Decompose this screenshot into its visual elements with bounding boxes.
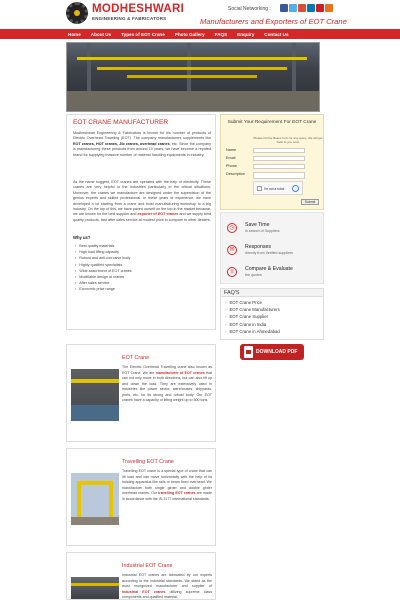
nav-contact-us[interactable]: Contact Us <box>264 31 289 37</box>
faq-link[interactable]: › EOT Crane in Ahmedabad <box>225 328 280 335</box>
card-description: Travelling EOT crane is a special type of crane that can lift load and can move horizontally with the help of its hoisting apparatus like rails or beam fixed overhead. We manufacture both single girder and double girder overhead cranes. Our travelling EOT cranes are made in accordance with the IS-3177 international standards. <box>122 469 212 501</box>
card-title[interactable]: Travelling EOT Crane <box>122 459 174 465</box>
brand-subtitle: ENGINEERING & FABRICATORS <box>92 16 167 21</box>
phone-label: Phone <box>226 164 237 168</box>
name-label: Name <box>226 148 237 152</box>
intro-paragraph: Modheshwari Engineering & Fabricators is known for his number of products of Electric Overhead Traveling (EOT). The company manufacturers supplements like EOT cranes, HOT cranes, Jib cranes, overhead cranes, etc. Since the company is manufacturing these products from around 10 years, we have become a reputed brand for supplying massive number of material handling equipments in industry. <box>73 131 211 157</box>
card-description: The Electric Overhead Travelling crane also known as EOT Crane. We are manufacturer of EOT cranes that can not only move in both directions, but can also lift up and down the load. They are extensively used in industries like power sector, warehouses, shipyards, ports, etc. for its strong and robust body. Our EOT cranes have a capacity of lifting weight up to 500 tons. <box>122 365 212 402</box>
twitter-icon[interactable] <box>289 4 297 12</box>
benefit-subtitle: directly from Verified suppliers <box>245 251 293 255</box>
faq-link[interactable]: › EOT Crane Manufacturers <box>225 306 280 313</box>
list-item: ▪ After sales service <box>75 280 132 286</box>
benefit-subtitle: in search of Suppliers <box>245 229 280 233</box>
benefit-compare <box>227 265 322 283</box>
social-label: Social Networking : <box>228 6 271 12</box>
benefits-panel <box>220 212 324 284</box>
benefit-responses <box>227 243 322 261</box>
list-item: ▪ Modifiable design of cranes <box>75 274 132 280</box>
product-card-eot-crane <box>66 344 216 442</box>
faq-link[interactable]: › EOT Crane Supplier <box>225 313 280 320</box>
nav-enquiry[interactable]: Enquiry <box>237 31 255 37</box>
product-image[interactable] <box>71 577 119 599</box>
clock-icon: ◷ <box>227 223 237 233</box>
nav-faqs[interactable]: FAQS <box>214 31 228 37</box>
benefit-title: Responses <box>245 244 271 250</box>
list-item: ▪ Highly qualified specialists <box>75 262 132 268</box>
card-description: Industrial EOT cranes are fabricated by our experts according to the industrial standards. We stand as the most recognized manufacturer and supplier of industrial EOT cranes utilizing supreme class components and qualified material. <box>122 573 212 599</box>
document-icon: ≡ <box>227 267 237 277</box>
linkedin-icon[interactable] <box>307 4 315 12</box>
benefit-title: Compare & Evaluate <box>245 266 293 272</box>
email-field[interactable] <box>253 156 305 161</box>
list-item: ▪ Economic price range <box>75 286 132 292</box>
form-note: Please Fill the Below form for any query. We will get back to you soon <box>253 136 323 144</box>
facebook-icon[interactable] <box>280 4 288 12</box>
recaptcha <box>253 181 303 195</box>
email-label: Email <box>226 156 236 160</box>
recaptcha-icon <box>292 185 299 192</box>
main-nav <box>0 29 400 39</box>
download-pdf-button[interactable] <box>240 344 304 360</box>
inline-link[interactable]: travelling EOT cranes <box>158 491 196 495</box>
product-card-industrial-eot-crane <box>66 552 216 600</box>
faq-link[interactable]: › EOT Crane in India <box>225 321 280 328</box>
benefit-title: Save Time <box>245 222 270 228</box>
download-pdf-label: DOWNLOAD PDF <box>256 349 298 355</box>
pdf-icon <box>244 346 253 358</box>
inline-link[interactable]: manufacturer of EOT cranes <box>155 370 205 375</box>
name-field[interactable] <box>253 148 305 153</box>
section-heading: EOT CRANE MANUFACTURER <box>73 119 169 126</box>
list-item: ▪ Robust and anti-corrosive body <box>75 255 132 261</box>
product-image[interactable] <box>71 473 119 525</box>
pinterest-icon[interactable] <box>316 4 324 12</box>
social-icons <box>280 4 333 12</box>
nav-types-of-eot-crane[interactable]: Types of EOT Crane <box>121 31 165 37</box>
why-us-heading: Why us? <box>73 235 91 240</box>
blogger-icon[interactable] <box>325 4 333 12</box>
nav-photo-gallery[interactable]: Photo Gallery <box>174 31 205 37</box>
benefit-subtitle: the quotes <box>245 273 262 277</box>
phone-field[interactable] <box>253 164 305 169</box>
description-field[interactable] <box>253 172 305 179</box>
inline-link[interactable]: industrial EOT cranes <box>122 589 166 594</box>
card-title[interactable]: EOT Crane <box>122 355 150 361</box>
site-header <box>0 0 400 28</box>
product-image[interactable] <box>71 369 119 421</box>
hero-banner-image <box>66 42 320 112</box>
nav-home[interactable]: Home <box>68 31 81 37</box>
captcha-checkbox[interactable] <box>257 186 262 191</box>
google-plus-icon[interactable] <box>298 4 306 12</box>
description-label: Description <box>226 172 245 176</box>
captcha-label: I'm not a robot <box>264 187 285 191</box>
details-paragraph: As the name suggest, EOT cranes are operated with the help of electricity. These cranes are very helpful in the industries particularly in the critical situations. Moreover, the cranes we manufacture are designed under the supervision of the genius experts and skilled professional. In these years of experience, we have developed a lot starting from a crane and hoist manufacturing workshop to a big industry. On the top of this, we have paved ourself on the top in the market because, we are known for the best supplier and exporter of EOT cranes and we supply best quality products, fast after sales service at modest price in compare to other dealers. <box>73 180 212 222</box>
form-title: Submit Your Requirement For EOT Crane <box>227 120 317 125</box>
submit-button[interactable]: Submit <box>301 199 319 205</box>
chat-icon: ✉ <box>227 245 237 255</box>
about-eot-crane-section <box>66 114 216 330</box>
faq-link[interactable]: › EOT Crane Price <box>225 299 280 306</box>
exporter-link[interactable]: exporter of EOT cranes <box>137 212 179 217</box>
requirement-form <box>220 114 324 210</box>
brand-name[interactable]: MODHESHWARI <box>92 3 185 15</box>
features-list <box>75 243 132 293</box>
nav-about-us[interactable]: About Us <box>90 31 112 37</box>
benefit-save-time <box>227 221 322 239</box>
list-item: ▪ Best quality materials <box>75 243 132 249</box>
card-title[interactable]: Industrial EOT Crane <box>122 563 173 569</box>
list-item: ▪ High load lifting capacity <box>75 249 132 255</box>
product-card-travelling-eot-crane <box>66 448 216 546</box>
faqs-title: FAQ'S <box>221 289 323 297</box>
list-item: ▪ Wide assortment of EOT cranes <box>75 268 132 274</box>
products-link[interactable]: EOT cranes, HOT cranes, Jib cranes, overhead cranes <box>73 141 170 146</box>
logo-gear-icon[interactable] <box>66 2 88 24</box>
faqs-panel <box>220 288 324 340</box>
tagline: Manufacturers and Exporters of EOT Crane <box>200 17 347 26</box>
